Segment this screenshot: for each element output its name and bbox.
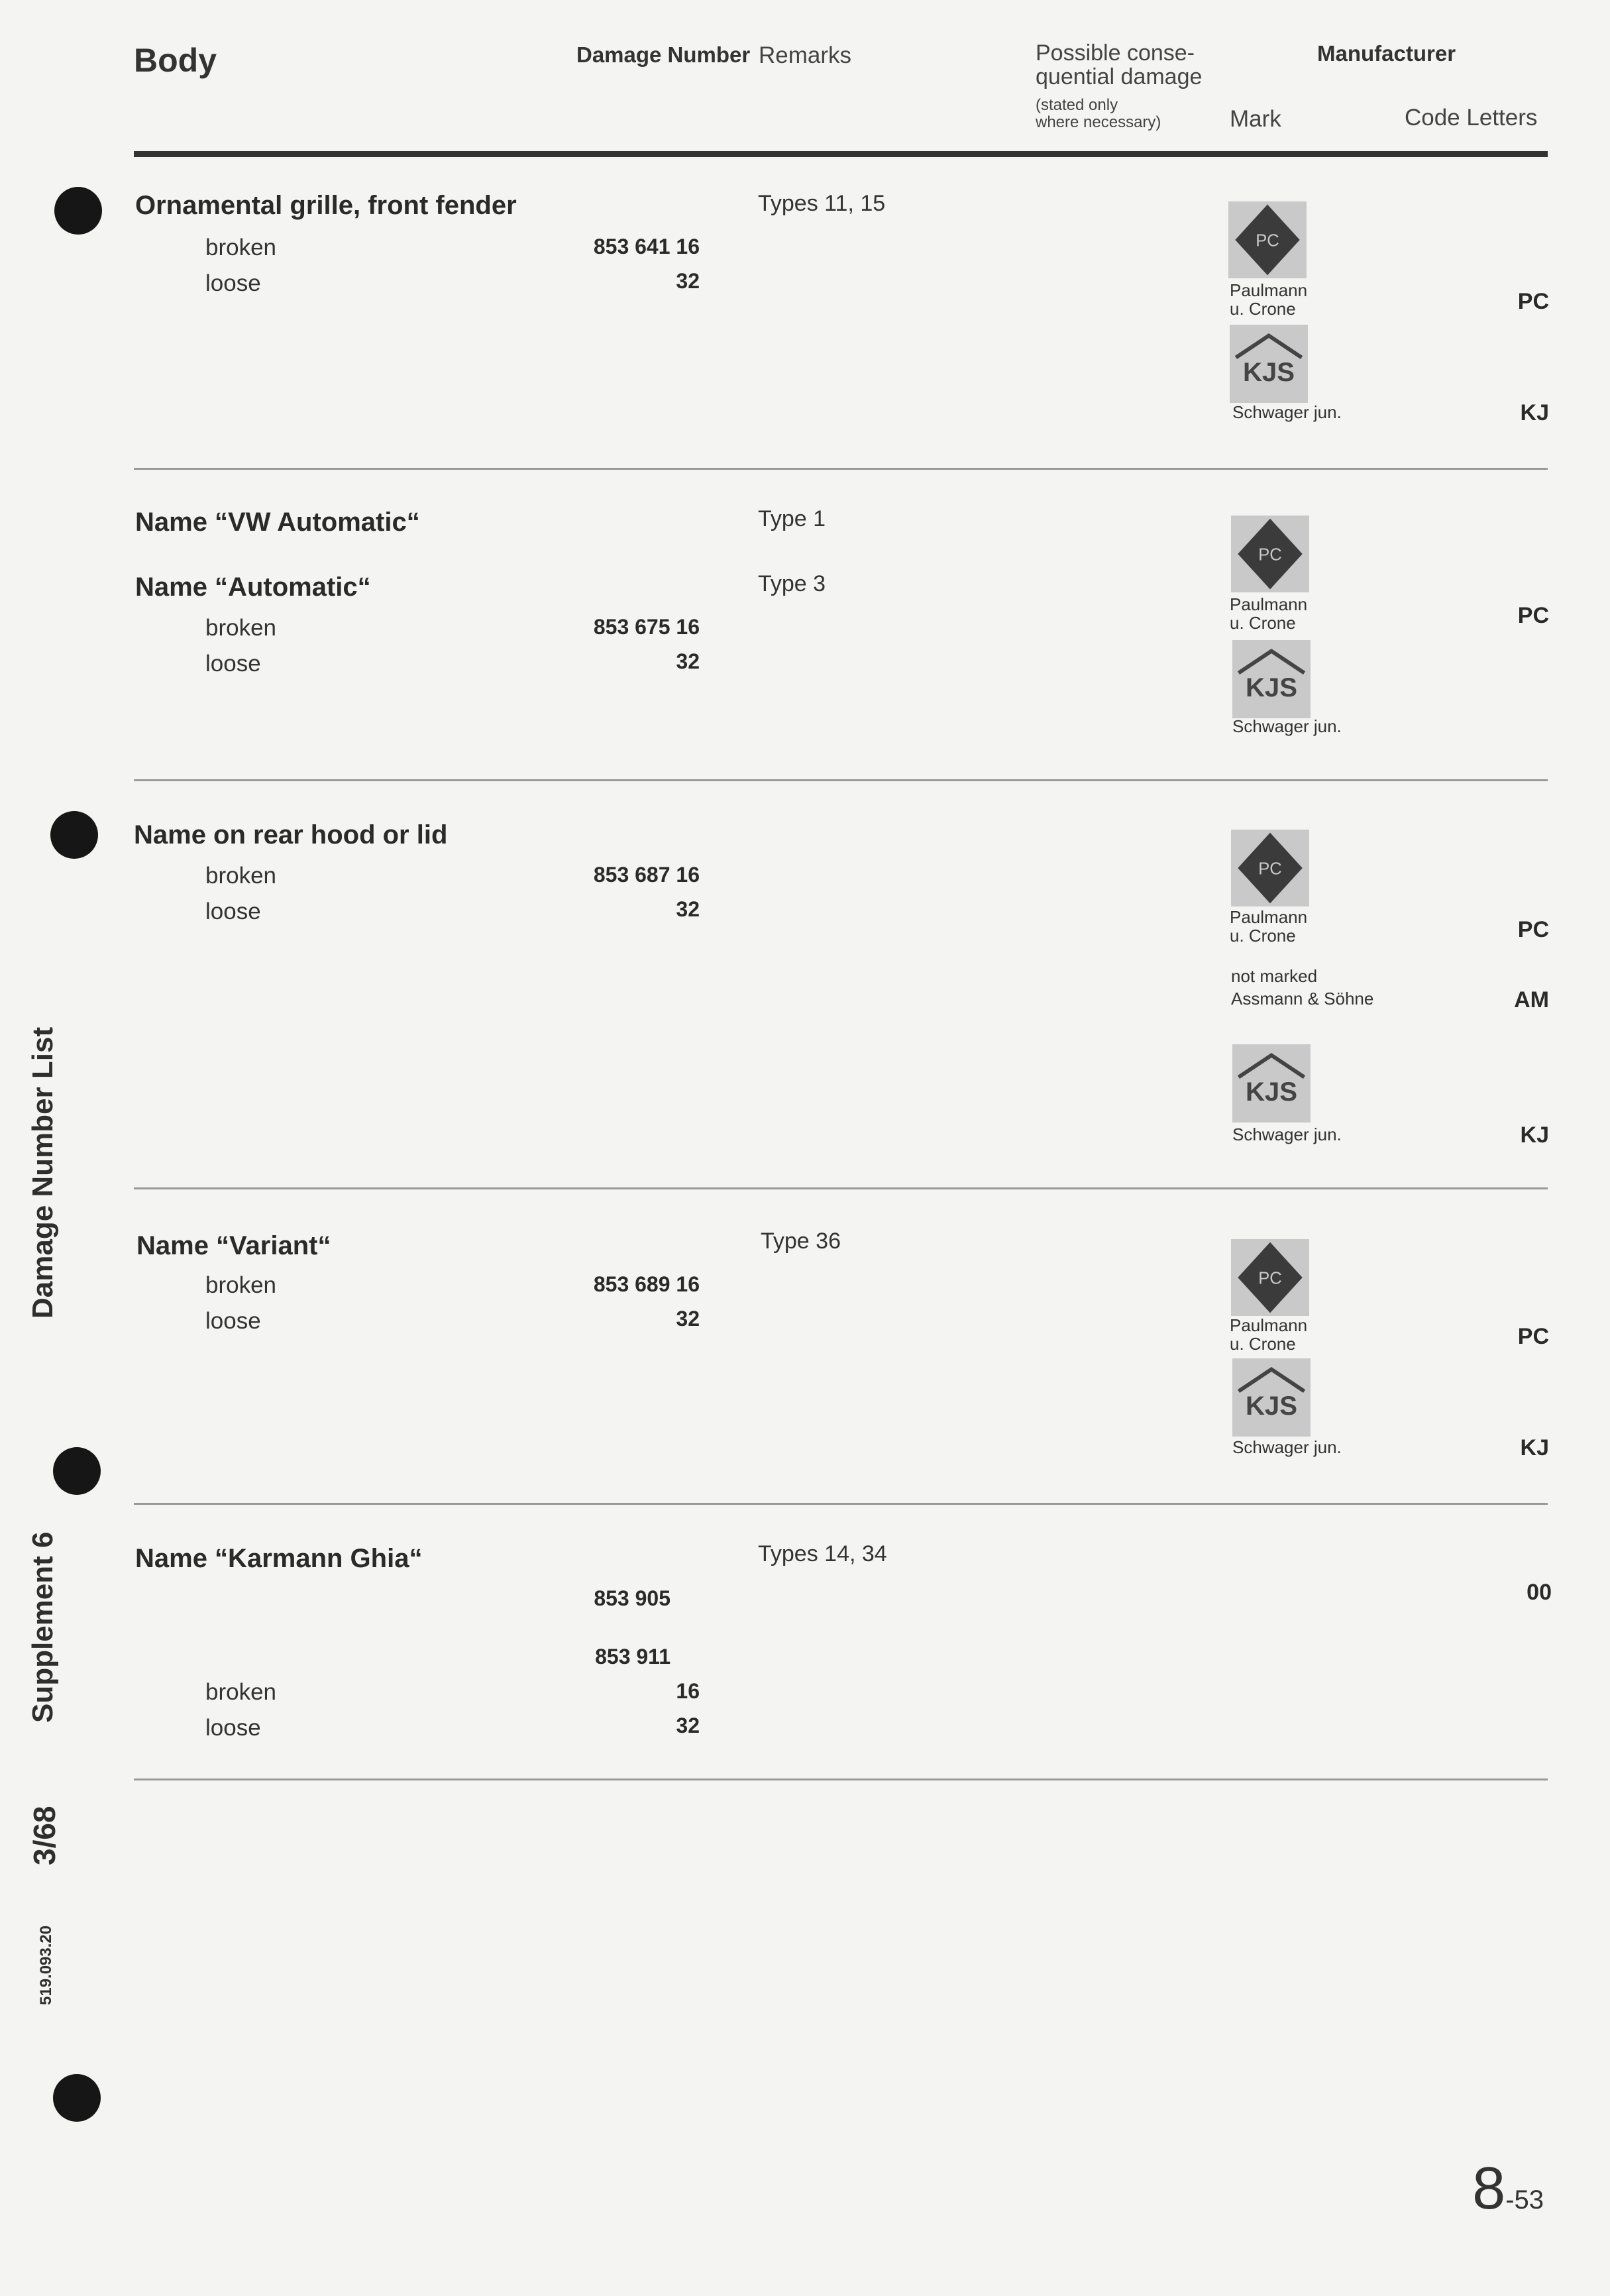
kjs-logo-text: KJS <box>1245 672 1298 702</box>
row-label: broken <box>205 1272 277 1298</box>
pc-logo <box>1231 830 1309 906</box>
manufacturer-name <box>1230 1316 1307 1353</box>
damage-number: 853 641 16 <box>593 235 700 258</box>
damage-number: 853 689 16 <box>593 1272 700 1296</box>
damage-number: 853 911 <box>595 1645 671 1668</box>
row-label: broken <box>205 863 277 889</box>
punch-hole <box>54 187 102 235</box>
section-remarks: Type 1 <box>758 506 826 531</box>
column-header-damage-number: Damage Number <box>576 42 751 67</box>
page-number <box>1472 2155 1544 2223</box>
pc-logo <box>1228 201 1307 278</box>
manufacturer-name-line: Paulmann <box>1230 594 1308 614</box>
manufacturer-name <box>1230 595 1307 632</box>
manufacturer-name-line: Assmann & Söhne <box>1231 989 1374 1009</box>
damage-number: 32 <box>676 1714 700 1737</box>
code-letters: PC <box>1517 917 1549 942</box>
section-title: Name on rear hood or lid <box>134 820 448 849</box>
page-number-main: 8 <box>1472 2156 1506 2222</box>
kjs-logo-text: KJS <box>1245 1390 1298 1421</box>
sidebar-ref: 519.093.20 <box>37 1925 55 2005</box>
section-title: Name “Karmann Ghia“ <box>135 1544 423 1573</box>
pc-logo-text: PC <box>1258 859 1282 879</box>
row-label: broken <box>205 1679 277 1705</box>
column-header-possible-damage <box>1036 41 1202 89</box>
manufacturer-name-line: u. Crone <box>1230 299 1296 319</box>
section-remarks-2: Type 3 <box>758 571 826 596</box>
code-letters: KJ <box>1520 1122 1549 1148</box>
pc-logo <box>1231 1239 1309 1316</box>
row-label: loose <box>205 899 261 924</box>
header-rule <box>134 151 1548 157</box>
possible-line-1: Possible conse- <box>1036 40 1195 66</box>
manufacturer-name-line: Paulmann <box>1230 1315 1308 1335</box>
section-divider <box>134 1187 1548 1189</box>
section-title: Name “Variant“ <box>136 1231 331 1260</box>
column-header-remarks: Remarks <box>759 42 852 68</box>
kjs-logo-text: KJS <box>1245 1076 1298 1107</box>
sidebar-date: 3/68 <box>27 1806 62 1865</box>
manufacturer-name <box>1230 908 1307 945</box>
row-label: broken <box>205 235 277 260</box>
pc-logo-text: PC <box>1256 231 1279 250</box>
section-divider <box>134 1503 1548 1505</box>
row-label: broken <box>205 615 277 641</box>
sidebar-supplement: Supplement 6 <box>27 1531 59 1723</box>
section-divider <box>134 468 1548 470</box>
manufacturer-name-line: u. Crone <box>1230 1334 1296 1354</box>
manufacturer-name: Schwager jun. <box>1232 1124 1342 1144</box>
sidebar-title: Damage Number List <box>27 1026 59 1319</box>
column-header-mark: Mark <box>1230 106 1281 132</box>
manufacturer-name: Schwager jun. <box>1232 402 1342 422</box>
code-letters: KJ <box>1520 1435 1549 1460</box>
code-letters: AM <box>1514 987 1549 1012</box>
punch-hole <box>53 1447 101 1495</box>
column-header-stated-note <box>1036 97 1161 131</box>
section-divider <box>134 1778 1548 1780</box>
punch-hole <box>50 811 98 859</box>
pc-logo-text: PC <box>1258 1269 1282 1288</box>
section-remarks: Types 14, 34 <box>758 1541 887 1566</box>
code-letters: KJ <box>1520 400 1549 425</box>
code-letters: 00 <box>1527 1580 1552 1605</box>
manufacturer-name-line: Paulmann <box>1230 907 1308 927</box>
section-title: Name “VW Automatic“ <box>135 508 420 537</box>
damage-number: 32 <box>676 649 700 673</box>
column-header-body: Body <box>134 42 217 79</box>
damage-number: 32 <box>676 1307 700 1331</box>
damage-number: 853 687 16 <box>593 863 700 887</box>
manufacturer-name <box>1230 281 1307 318</box>
manufacturer-name <box>1231 965 1373 1010</box>
section-title-2: Name “Automatic“ <box>135 573 371 602</box>
code-letters: PC <box>1517 1324 1549 1349</box>
kjs-logo <box>1230 325 1308 403</box>
manufacturer-name-line: u. Crone <box>1230 613 1296 633</box>
section-remarks: Types 11, 15 <box>758 191 886 216</box>
code-letters: PC <box>1517 603 1549 628</box>
row-label: loose <box>205 651 261 677</box>
kjs-logo <box>1232 1044 1311 1122</box>
punch-hole <box>53 2074 101 2122</box>
kjs-logo <box>1232 1358 1311 1437</box>
damage-number: 853 905 <box>594 1586 671 1610</box>
kjs-logo-text: KJS <box>1242 356 1295 387</box>
damage-number: 32 <box>676 897 700 921</box>
stated-line-1: (stated only <box>1036 96 1118 114</box>
manufacturer-name-line: Paulmann <box>1230 280 1308 300</box>
row-label: loose <box>205 1308 261 1334</box>
row-label: loose <box>205 270 261 296</box>
column-header-code-letters: Code Letters <box>1405 105 1538 131</box>
page-number-suffix: -53 <box>1505 2185 1544 2214</box>
row-label: loose <box>205 1715 261 1741</box>
damage-number: 16 <box>676 1679 700 1703</box>
stated-line-2: where necessary) <box>1036 113 1161 131</box>
pc-logo <box>1231 516 1309 592</box>
column-header-manufacturer: Manufacturer <box>1317 41 1456 66</box>
pc-logo-text: PC <box>1258 545 1282 565</box>
section-divider <box>134 779 1548 781</box>
manufacturer-name-line: u. Crone <box>1230 926 1296 946</box>
damage-number: 32 <box>676 269 700 293</box>
damage-number: 853 675 16 <box>593 615 700 639</box>
kjs-logo <box>1232 640 1311 718</box>
section-remarks: Type 36 <box>761 1229 841 1254</box>
manufacturer-name: Schwager jun. <box>1232 1437 1342 1457</box>
manufacturer-name-line: not marked <box>1231 966 1318 986</box>
possible-line-2: quential damage <box>1036 64 1203 89</box>
section-title: Ornamental grille, front fender <box>135 191 517 220</box>
code-letters: PC <box>1517 289 1549 314</box>
manufacturer-name: Schwager jun. <box>1232 716 1342 736</box>
